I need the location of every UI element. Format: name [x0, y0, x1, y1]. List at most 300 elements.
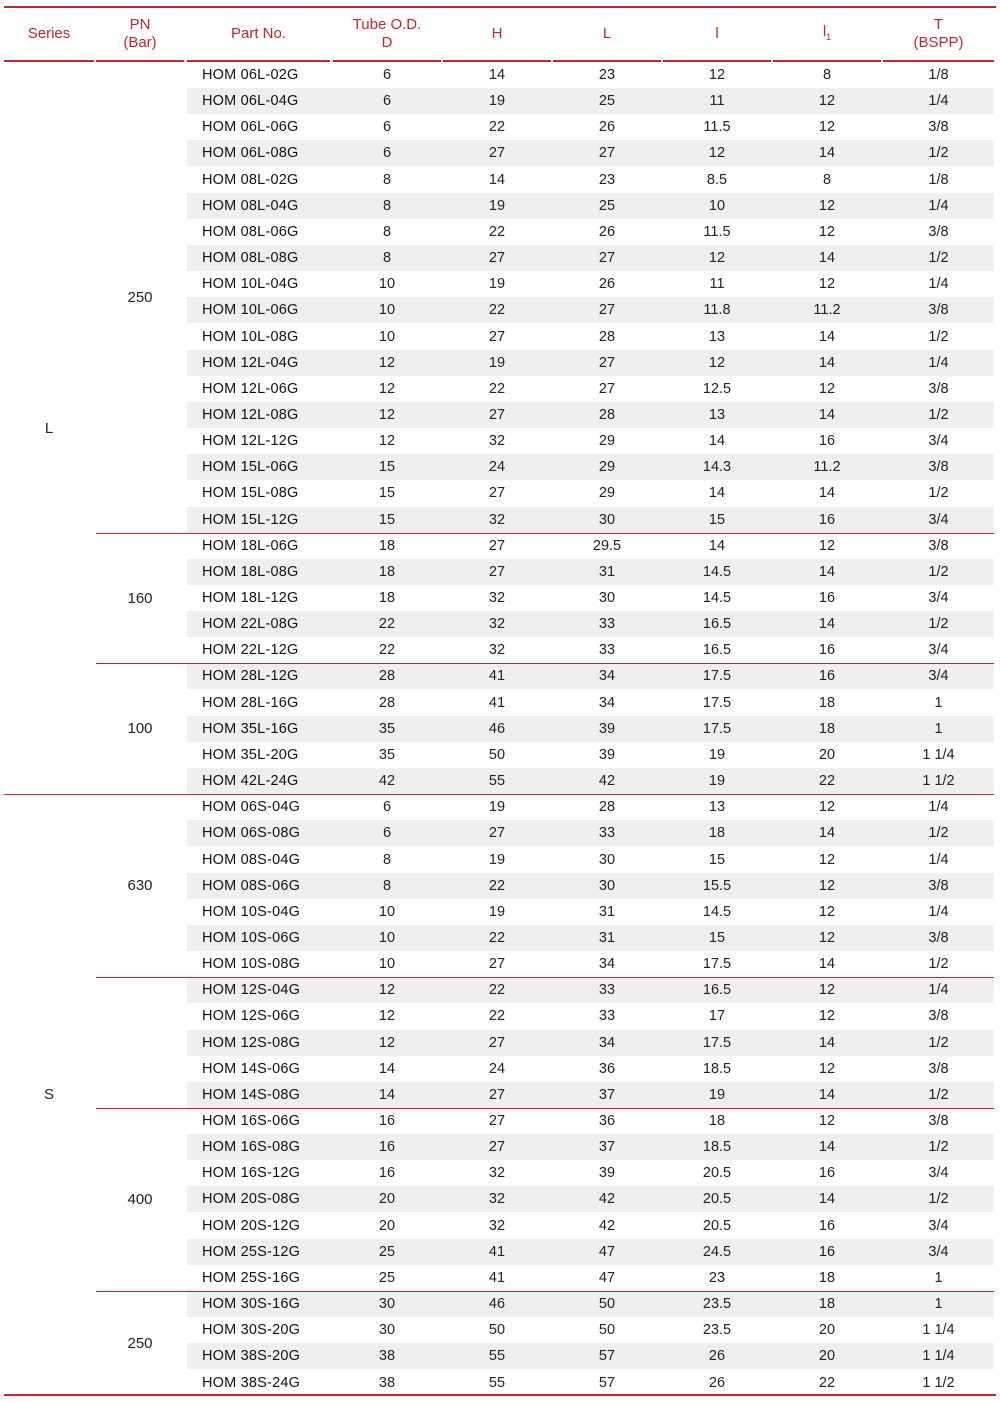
header-i-label: l [715, 25, 719, 42]
table-row [187, 1108, 994, 1134]
pn-label: 630 [127, 877, 153, 895]
cell-part-no: HOM 06L-08G [202, 145, 299, 162]
header-i1-label [823, 23, 831, 46]
cell-tube-od: 12 [378, 1034, 396, 1051]
cell-i1: 12 [818, 380, 836, 397]
cell-l: 28 [598, 328, 616, 345]
cell-tube-od: 18 [378, 590, 396, 606]
cell-i1: 14 [818, 1034, 836, 1051]
cell-tube-od: 14 [378, 1086, 396, 1103]
table-row [187, 167, 994, 193]
cell-i1: 12 [818, 851, 836, 868]
cell-h: 22 [488, 929, 506, 946]
cell-i1: 20 [818, 1348, 836, 1365]
cell-i: 17 [708, 1008, 726, 1025]
table-row [187, 140, 994, 166]
header-h-label: H [491, 25, 503, 42]
cell-l: 28 [598, 406, 616, 423]
cell-t: 1/2 [928, 250, 949, 267]
cell-part-no: HOM 38S-24G [202, 1374, 301, 1391]
cell-i: 14.5 [702, 590, 732, 606]
cell-tube-od: 6 [382, 825, 392, 842]
header-l-label: L [602, 25, 612, 42]
cell-h: 27 [488, 956, 506, 973]
cell-l: 39 [598, 720, 616, 737]
cell-i: 14 [708, 433, 726, 450]
cell-i1: 14 [818, 956, 836, 973]
cell-tube-od: 22 [378, 616, 396, 633]
cell-t: 1 1/4 [922, 746, 955, 763]
table-row [187, 1186, 994, 1212]
cell-l: 29 [598, 433, 616, 450]
cell-tube-od: 28 [378, 694, 396, 711]
table-row [187, 533, 994, 559]
cell-l: 31 [598, 563, 616, 580]
table-row [187, 1213, 994, 1239]
cell-tube-od: 18 [378, 563, 396, 580]
cell-t: 3/8 [928, 877, 949, 894]
header-t-unit: (BSPP) [913, 34, 964, 51]
table-row [187, 454, 994, 480]
cell-part-no: HOM 10S-04G [202, 903, 301, 920]
cell-i1: 12 [818, 197, 836, 214]
pn-divider [96, 977, 994, 978]
cell-l: 36 [598, 1060, 616, 1077]
cell-i1: 14 [818, 616, 836, 633]
cell-part-no: HOM 10L-06G [202, 302, 299, 319]
cell-t: 3/8 [928, 929, 949, 946]
cell-t: 1/4 [928, 799, 949, 816]
table-row [187, 1317, 994, 1343]
cell-h: 32 [488, 616, 506, 633]
cell-t: 1 1/4 [922, 1322, 955, 1339]
cell-tube-od: 10 [378, 929, 396, 946]
cell-t: 1/2 [928, 406, 949, 423]
cell-l: 42 [598, 1191, 616, 1208]
cell-l: 30 [598, 877, 616, 894]
cell-i1: 22 [818, 1374, 836, 1391]
cell-l: 25 [598, 197, 616, 214]
cell-i1: 16 [818, 433, 836, 450]
cell-i1: 14 [818, 328, 836, 345]
cell-t: 1/2 [928, 1086, 949, 1103]
cell-i: 24.5 [702, 1243, 732, 1260]
cell-h: 19 [488, 799, 506, 816]
cell-i: 12 [708, 354, 726, 371]
cell-t: 1 [934, 1296, 943, 1313]
cell-l: 50 [598, 1296, 616, 1313]
cell-i: 16.5 [702, 616, 732, 633]
cell-i1: 8 [822, 67, 832, 83]
cell-tube-od: 10 [378, 302, 396, 319]
cell-t: 3/8 [928, 223, 949, 240]
cell-i1: 16 [818, 511, 836, 528]
cell-i: 26 [708, 1374, 726, 1391]
cell-h: 55 [488, 773, 506, 790]
cell-i: 17.5 [702, 720, 732, 737]
cell-h: 32 [488, 433, 506, 450]
cell-part-no: HOM 18L-08G [202, 563, 299, 580]
series-label: L [44, 419, 54, 437]
cell-i: 12 [708, 250, 726, 267]
cell-l: 29 [598, 485, 616, 502]
cell-i1: 12 [818, 537, 836, 554]
table-row [187, 794, 994, 820]
cell-i: 16.5 [702, 982, 732, 999]
table-row [187, 1134, 994, 1160]
cell-t: 1/2 [928, 825, 949, 842]
cell-t: 1/2 [928, 485, 949, 502]
cell-tube-od: 10 [378, 956, 396, 973]
cell-i1: 12 [818, 929, 836, 946]
cell-t: 1/4 [928, 982, 949, 999]
cell-l: 23 [598, 171, 616, 188]
cell-l: 26 [598, 276, 616, 293]
cell-h: 27 [488, 825, 506, 842]
cell-i: 18.5 [702, 1060, 732, 1077]
cell-t: 3/4 [928, 668, 949, 685]
cell-i1: 11.2 [813, 302, 841, 319]
cell-i1: 14 [818, 250, 836, 267]
cell-l: 26 [598, 119, 616, 136]
cell-tube-od: 30 [378, 1296, 396, 1313]
cell-l: 42 [598, 773, 616, 790]
pn-label: 400 [127, 1191, 153, 1209]
cell-part-no: HOM 18L-12G [202, 590, 299, 606]
cell-part-no: HOM 20S-12G [202, 1217, 301, 1234]
cell-part-no: HOM 15L-12G [202, 511, 299, 528]
cell-i: 14 [708, 537, 726, 554]
cell-h: 19 [488, 354, 506, 371]
cell-h: 19 [488, 197, 506, 214]
cell-h: 22 [488, 119, 506, 136]
table-row [187, 847, 994, 873]
cell-i: 11.8 [703, 302, 731, 319]
cell-i: 23.5 [702, 1296, 732, 1313]
header-t [883, 10, 994, 58]
cell-i: 19 [708, 773, 726, 790]
cell-t: 3/4 [928, 590, 949, 606]
cell-l: 29.5 [592, 537, 622, 554]
table-row [187, 1082, 994, 1108]
table-row [187, 663, 994, 689]
cell-tube-od: 8 [382, 197, 392, 214]
cell-i1: 14 [818, 563, 836, 580]
cell-i: 12 [708, 67, 726, 83]
cell-i: 17.5 [702, 668, 732, 685]
cell-l: 27 [598, 380, 616, 397]
cell-l: 33 [598, 982, 616, 999]
cell-part-no: HOM 10S-08G [202, 956, 301, 973]
cell-i: 20.5 [702, 1217, 732, 1234]
cell-i1: 14 [818, 1086, 836, 1103]
cell-tube-od: 12 [378, 982, 396, 999]
cell-i1: 12 [818, 223, 836, 240]
pn-divider [96, 533, 994, 534]
cell-l: 29 [598, 459, 616, 476]
cell-i: 14.3 [702, 459, 732, 476]
cell-tube-od: 16 [378, 1113, 396, 1129]
cell-t: 1/2 [928, 145, 949, 162]
cell-part-no: HOM 12S-04G [202, 982, 301, 999]
cell-tube-od: 38 [378, 1374, 396, 1391]
cell-t: 3/8 [928, 302, 949, 319]
cell-part-no: HOM 20S-08G [202, 1191, 301, 1208]
cell-tube-od: 12 [378, 1008, 396, 1025]
cell-l: 42 [598, 1217, 616, 1234]
cell-i1: 16 [818, 590, 836, 606]
cell-l: 36 [598, 1113, 616, 1129]
cell-h: 24 [488, 459, 506, 476]
table-row [187, 271, 994, 297]
cell-i1: 12 [818, 903, 836, 920]
cell-i: 23 [708, 1269, 726, 1286]
cell-i: 8.5 [706, 171, 728, 188]
cell-l: 30 [598, 851, 616, 868]
cell-i: 15.5 [702, 877, 732, 894]
cell-i: 15 [708, 929, 726, 946]
cell-t: 3/8 [928, 380, 949, 397]
cell-t: 3/8 [928, 1008, 949, 1025]
table-row [187, 428, 994, 454]
pn-divider [96, 663, 994, 664]
cell-part-no: HOM 38S-20G [202, 1348, 301, 1365]
series-label: S [43, 1086, 54, 1104]
cell-h: 14 [488, 171, 506, 188]
cell-l: 57 [598, 1348, 616, 1365]
table-row [187, 820, 994, 846]
cell-i1: 12 [818, 276, 836, 293]
cell-part-no: HOM 06L-02G [202, 67, 299, 83]
cell-t: 1/4 [928, 93, 949, 110]
cell-i: 18.5 [702, 1139, 732, 1156]
table-row [187, 1030, 994, 1056]
cell-part-no: HOM 08S-06G [202, 877, 301, 894]
cell-l: 39 [598, 1165, 616, 1182]
cell-t: 1/4 [928, 354, 949, 371]
cell-h: 27 [488, 537, 506, 554]
cell-part-no: HOM 15L-06G [202, 459, 299, 476]
table-row [187, 480, 994, 506]
cell-i1: 18 [818, 720, 836, 737]
cell-t: 1/4 [928, 851, 949, 868]
cell-tube-od: 14 [378, 1060, 396, 1077]
header-tube-label: Tube O.D. [352, 16, 422, 33]
cell-l: 34 [598, 956, 616, 973]
cell-l: 31 [598, 929, 616, 946]
table-row [187, 376, 994, 402]
cell-t: 3/4 [928, 1165, 949, 1182]
cell-t: 1/4 [928, 197, 949, 214]
cell-part-no: HOM 10S-06G [202, 929, 301, 946]
pn-label: 100 [127, 720, 153, 738]
cell-l: 57 [598, 1374, 616, 1391]
table-row [187, 297, 994, 323]
cell-i1: 8 [822, 171, 832, 188]
header-series-label: Series [27, 25, 71, 42]
cell-t: 3/8 [928, 1113, 949, 1129]
cell-h: 27 [488, 406, 506, 423]
cell-i1: 18 [818, 694, 836, 711]
cell-tube-od: 20 [378, 1191, 396, 1208]
cell-tube-od: 10 [378, 903, 396, 920]
cell-i: 17.5 [702, 1034, 732, 1051]
cell-l: 27 [598, 302, 616, 319]
table-row [187, 193, 994, 219]
cell-t: 1/2 [928, 1191, 949, 1208]
table-row [187, 1370, 994, 1396]
cell-l: 37 [598, 1086, 616, 1103]
cell-i1: 14 [818, 1191, 836, 1208]
cell-i1: 22 [818, 773, 836, 790]
cell-h: 27 [488, 563, 506, 580]
cell-i1: 16 [818, 1243, 836, 1260]
cell-l: 47 [598, 1243, 616, 1260]
cell-part-no: HOM 08L-04G [202, 197, 299, 214]
cell-tube-od: 42 [378, 773, 396, 790]
cell-h: 32 [488, 642, 506, 659]
header-i1-subscript: 1 [826, 31, 832, 42]
cell-h: 19 [488, 903, 506, 920]
header-l [553, 10, 661, 58]
cell-h: 14 [488, 67, 506, 83]
table-row [187, 1003, 994, 1029]
cell-part-no: HOM 16S-12G [202, 1165, 301, 1182]
cell-h: 55 [488, 1374, 506, 1391]
cell-l: 25 [598, 93, 616, 110]
cell-t: 1/4 [928, 276, 949, 293]
cell-t: 1 [934, 694, 943, 711]
cell-part-no: HOM 12L-08G [202, 406, 299, 423]
cell-i: 17.5 [702, 694, 732, 711]
cell-h: 41 [488, 1269, 506, 1286]
cell-tube-od: 35 [378, 720, 396, 737]
cell-part-no: HOM 16S-06G [202, 1113, 301, 1129]
cell-part-no: HOM 06S-08G [202, 825, 301, 842]
cell-h: 46 [488, 1296, 506, 1313]
cell-i1: 14 [818, 1139, 836, 1156]
cell-t: 3/4 [928, 433, 949, 450]
table-row [187, 1160, 994, 1186]
table-row [187, 899, 994, 925]
cell-t: 1/8 [928, 171, 949, 188]
pn-divider [96, 1108, 994, 1109]
cell-i: 13 [708, 328, 726, 345]
cell-l: 34 [598, 694, 616, 711]
cell-h: 32 [488, 1217, 506, 1234]
cell-i: 26 [708, 1348, 726, 1365]
cell-h: 41 [488, 1243, 506, 1260]
cell-l: 31 [598, 903, 616, 920]
cell-tube-od: 12 [378, 433, 396, 450]
cell-i: 19 [708, 746, 726, 763]
cell-i1: 12 [818, 982, 836, 999]
cell-part-no: HOM 22L-12G [202, 642, 299, 659]
table-bottom-rule [4, 1394, 996, 1396]
cell-i: 14 [708, 485, 726, 502]
cell-i: 16.5 [702, 642, 732, 659]
cell-t: 1 1/2 [922, 1374, 955, 1391]
cell-tube-od: 30 [378, 1322, 396, 1339]
cell-h: 22 [488, 1008, 506, 1025]
table-row [187, 611, 994, 637]
cell-h: 27 [488, 1113, 506, 1129]
cell-tube-od: 15 [378, 459, 396, 476]
cell-i1: 16 [818, 642, 836, 659]
table-row [187, 350, 994, 376]
cell-tube-od: 10 [378, 328, 396, 345]
cell-part-no: HOM 10L-04G [202, 276, 299, 293]
cell-part-no: HOM 06L-04G [202, 93, 299, 110]
cell-t: 3/8 [928, 1060, 949, 1077]
cell-t: 1/2 [928, 1139, 949, 1156]
cell-l: 28 [598, 799, 616, 816]
header-pn [96, 10, 184, 58]
cell-i: 23.5 [702, 1322, 732, 1339]
cell-i1: 14 [818, 145, 836, 162]
cell-l: 39 [598, 746, 616, 763]
cell-part-no: HOM 15L-08G [202, 485, 299, 502]
header-tube-od [333, 10, 441, 58]
table-row [187, 716, 994, 742]
cell-l: 30 [598, 511, 616, 528]
cell-t: 1 [934, 720, 943, 737]
cell-tube-od: 8 [382, 171, 392, 188]
cell-h: 27 [488, 1086, 506, 1103]
pn-label: 160 [127, 589, 153, 607]
table-row [187, 977, 994, 1003]
cell-i: 11 [709, 276, 725, 293]
header-part-label: Part No. [230, 25, 287, 42]
cell-tube-od: 15 [378, 511, 396, 528]
cell-i: 14.5 [702, 563, 732, 580]
cell-i: 10 [708, 197, 726, 214]
cell-i1: 14 [818, 406, 836, 423]
table-top-rule [4, 6, 996, 8]
table-row [187, 62, 994, 88]
cell-i: 11.5 [703, 223, 731, 240]
cell-i1: 12 [818, 93, 836, 110]
cell-i1: 12 [818, 799, 836, 816]
header-tube-symbol: D [381, 34, 393, 51]
cell-l: 34 [598, 1034, 616, 1051]
cell-i1: 18 [818, 1296, 836, 1313]
cell-i: 18 [708, 1113, 726, 1129]
cell-part-no: HOM 10L-08G [202, 328, 299, 345]
cell-tube-od: 6 [382, 799, 392, 816]
header-series [4, 10, 94, 58]
cell-h: 19 [488, 93, 506, 110]
cell-t: 1/2 [928, 1034, 949, 1051]
cell-h: 55 [488, 1348, 506, 1365]
cell-part-no: HOM 22L-08G [202, 616, 299, 633]
cell-part-no: HOM 18L-06G [202, 537, 299, 554]
cell-part-no: HOM 16S-08G [202, 1139, 301, 1156]
cell-h: 32 [488, 590, 506, 606]
cell-h: 27 [488, 250, 506, 267]
cell-i: 17.5 [702, 956, 732, 973]
cell-t: 3/8 [928, 459, 949, 476]
cell-part-no: HOM 35L-16G [202, 720, 299, 737]
cell-h: 22 [488, 302, 506, 319]
cell-i1: 12 [818, 1113, 836, 1129]
table-row [187, 245, 994, 271]
table-row [187, 88, 994, 114]
cell-tube-od: 8 [382, 851, 392, 868]
table-row [187, 690, 994, 716]
cell-i: 18 [708, 825, 726, 842]
cell-i1: 16 [818, 668, 836, 685]
